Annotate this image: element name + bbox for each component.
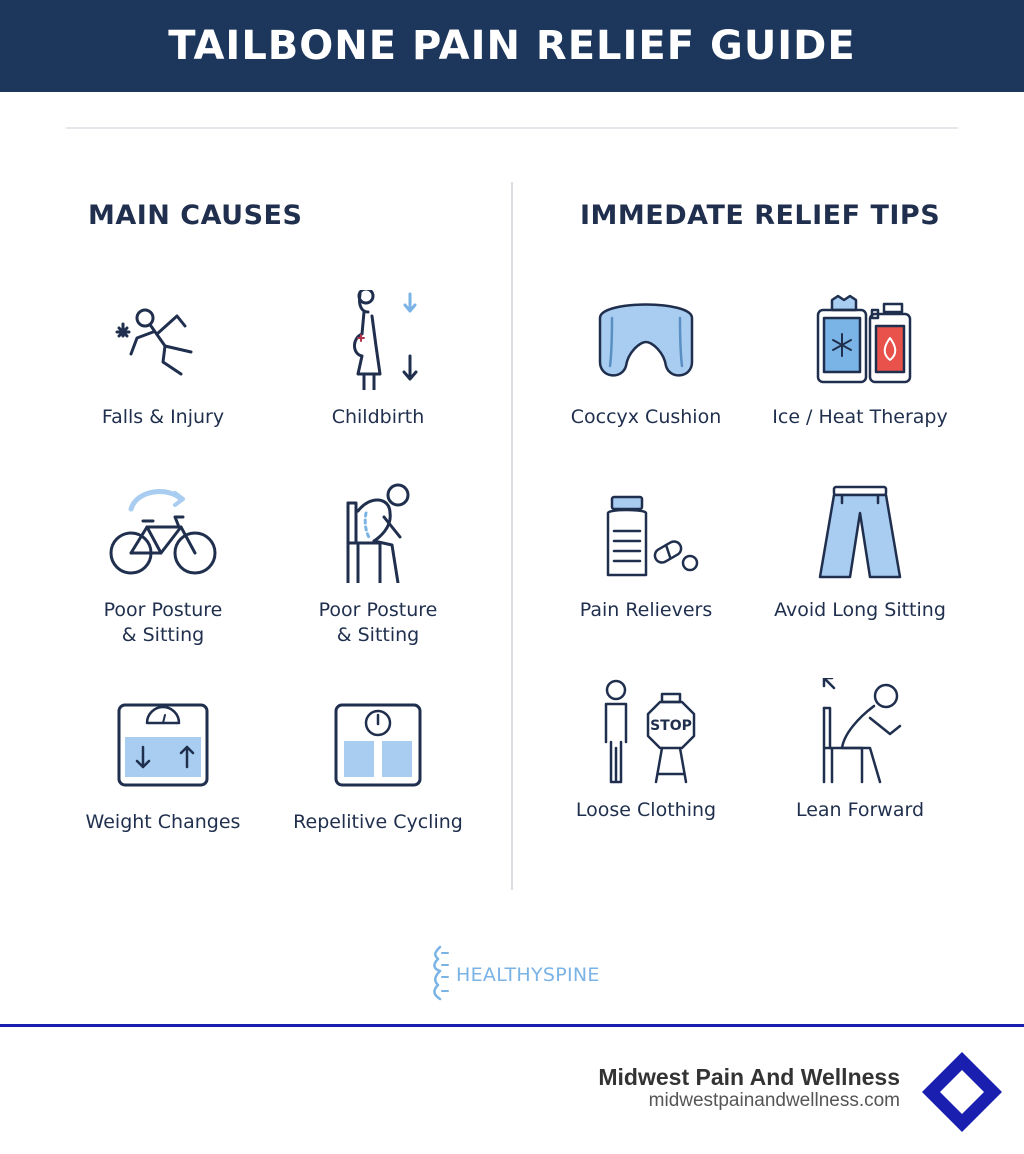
relief-item-loose-clothing	[546, 678, 746, 823]
relief-label: Lean Forward	[795, 799, 925, 821]
footer-brand-name: Midwest Pain And Wellness	[598, 1064, 900, 1090]
footer-url[interactable]: midwestpainandwellness.com	[648, 1090, 900, 1111]
midwest-logo-icon	[920, 1050, 1004, 1138]
footer-divider	[0, 1024, 1024, 1027]
bicycle-icon	[98, 478, 228, 588]
pregnant-woman-icon	[313, 285, 443, 395]
cause-item-childbirth	[278, 285, 478, 430]
cause-label: Childbirth	[331, 406, 425, 428]
scale-icon	[98, 690, 228, 800]
stop-sign-person-icon	[581, 678, 711, 788]
cause-item-posture-cycling	[63, 478, 263, 648]
slouched-sitting-icon	[313, 478, 443, 588]
top-divider	[66, 127, 958, 129]
relief-label: Loose Clothing	[575, 799, 717, 821]
timer-scale-icon	[313, 690, 443, 800]
healthyspine-logo	[428, 945, 600, 1005]
pill-bottle-icon	[581, 478, 711, 588]
cause-item-posture-sitting	[278, 478, 478, 648]
relief-tips-title: IMMEDATE RELIEF TIPS	[580, 200, 941, 231]
relief-item-pain-relievers	[546, 478, 746, 623]
cause-label: Poor Posture & Sitting	[103, 599, 223, 646]
relief-item-avoid-sitting	[760, 478, 960, 623]
relief-label: Avoid Long Sitting	[774, 599, 946, 621]
spine-icon	[428, 945, 452, 1005]
ice-heat-pack-icon	[795, 285, 925, 395]
relief-label: Ice / Heat Therapy	[772, 406, 948, 428]
logo-text: HEALTHYSPINE	[456, 964, 600, 986]
header-bar	[0, 0, 1024, 92]
relief-item-lean-forward	[760, 678, 960, 823]
cause-label: Falls & Injury	[101, 406, 225, 428]
cushion-icon	[581, 285, 711, 395]
relief-item-cushion	[546, 285, 746, 430]
relief-label: Coccyx Cushion	[570, 406, 722, 428]
relief-item-ice-heat	[760, 285, 960, 430]
cause-item-repetitive-cycling	[278, 690, 478, 835]
page-title: TAILBONE PAIN RELIEF GUIDE	[168, 23, 856, 69]
cause-label: Repelitive Cycling	[293, 811, 463, 833]
relief-label: Pain Relievers	[579, 599, 713, 621]
cause-label: Poor Posture & Sitting	[318, 599, 438, 646]
main-causes-title: MAIN CAUSES	[88, 200, 303, 231]
cause-label: Weight Changes	[85, 811, 241, 833]
falling-person-icon	[98, 285, 228, 395]
cause-item-weight	[63, 690, 263, 835]
pants-icon	[795, 478, 925, 588]
lean-forward-icon	[795, 678, 925, 788]
cause-item-falls	[63, 285, 263, 430]
svg-text:STOP: STOP	[650, 718, 692, 734]
column-divider	[511, 182, 513, 890]
